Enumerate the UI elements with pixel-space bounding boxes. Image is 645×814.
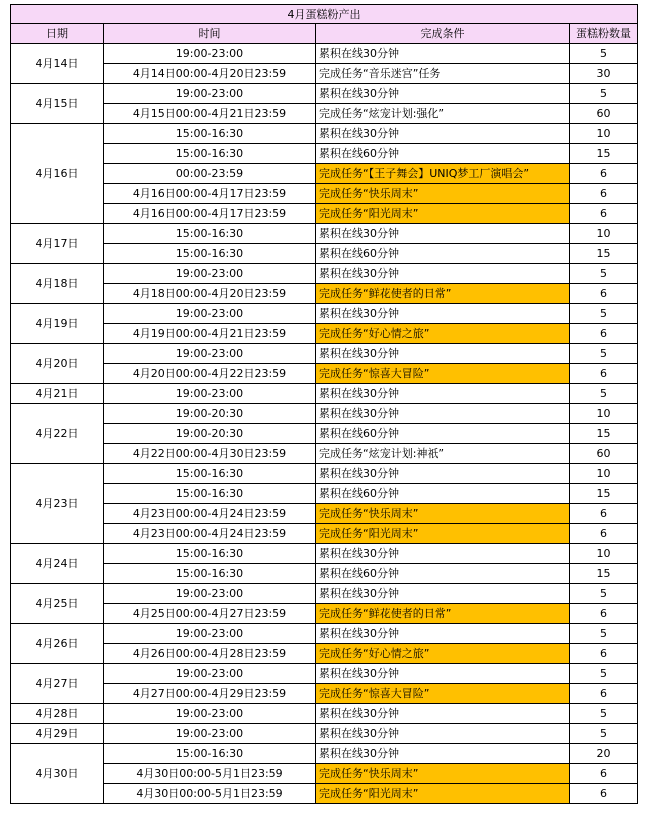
table-row <box>11 284 638 304</box>
amount-cell: 6 <box>570 284 638 304</box>
table-row <box>11 404 638 424</box>
time-cell: 4月30日00:00-5月1日23:59 <box>104 784 316 804</box>
condition-cell: 完成任务“鲜花使者的日常” <box>316 284 570 304</box>
table-row <box>11 64 638 84</box>
time-cell: 19:00-23:00 <box>104 664 316 684</box>
date-cell: 4月21日 <box>11 384 104 404</box>
amount-cell: 6 <box>570 524 638 544</box>
table-row <box>11 364 638 384</box>
condition-cell: 累积在线60分钟 <box>316 244 570 264</box>
time-cell: 4月16日00:00-4月17日23:59 <box>104 184 316 204</box>
table-row <box>11 124 638 144</box>
table-row <box>11 664 638 684</box>
table-row <box>11 644 638 664</box>
date-cell: 4月25日 <box>11 584 104 624</box>
condition-cell: 完成任务“阳光周末” <box>316 524 570 544</box>
date-cell: 4月20日 <box>11 344 104 384</box>
condition-cell: 累积在线30分钟 <box>316 344 570 364</box>
amount-cell: 5 <box>570 304 638 324</box>
time-cell: 19:00-23:00 <box>104 44 316 64</box>
condition-cell: 累积在线30分钟 <box>316 664 570 684</box>
amount-cell: 6 <box>570 644 638 664</box>
time-cell: 15:00-16:30 <box>104 144 316 164</box>
table-row <box>11 424 638 444</box>
table-row <box>11 684 638 704</box>
condition-cell: 完成任务“快乐周末” <box>316 764 570 784</box>
table-row <box>11 544 638 564</box>
time-cell: 4月30日00:00-5月1日23:59 <box>104 764 316 784</box>
amount-cell: 15 <box>570 144 638 164</box>
amount-cell: 5 <box>570 704 638 724</box>
table-row <box>11 164 638 184</box>
date-cell: 4月26日 <box>11 624 104 664</box>
header-time: 时间 <box>104 24 316 44</box>
table-row <box>11 764 638 784</box>
time-cell: 15:00-16:30 <box>104 544 316 564</box>
time-cell: 4月23日00:00-4月24日23:59 <box>104 524 316 544</box>
date-cell: 4月28日 <box>11 704 104 724</box>
condition-cell: 累积在线30分钟 <box>316 464 570 484</box>
time-cell: 15:00-16:30 <box>104 224 316 244</box>
condition-cell: 完成任务“炫宠计划:强化” <box>316 104 570 124</box>
amount-cell: 6 <box>570 164 638 184</box>
time-cell: 19:00-23:00 <box>104 264 316 284</box>
time-cell: 19:00-20:30 <box>104 404 316 424</box>
table-row <box>11 444 638 464</box>
time-cell: 4月25日00:00-4月27日23:59 <box>104 604 316 624</box>
amount-cell: 10 <box>570 544 638 564</box>
table-row <box>11 584 638 604</box>
amount-cell: 5 <box>570 624 638 644</box>
time-cell: 19:00-23:00 <box>104 344 316 364</box>
amount-cell: 10 <box>570 224 638 244</box>
condition-cell: 累积在线30分钟 <box>316 84 570 104</box>
condition-cell: 累积在线30分钟 <box>316 44 570 64</box>
time-cell: 15:00-16:30 <box>104 464 316 484</box>
table-row <box>11 224 638 244</box>
amount-cell: 6 <box>570 184 638 204</box>
table-row <box>11 624 638 644</box>
table-row <box>11 524 638 544</box>
condition-cell: 累积在线30分钟 <box>316 384 570 404</box>
condition-cell: 累积在线30分钟 <box>316 624 570 644</box>
table-row <box>11 484 638 504</box>
date-cell: 4月14日 <box>11 44 104 84</box>
table-row <box>11 744 638 764</box>
condition-cell: 累积在线30分钟 <box>316 704 570 724</box>
time-cell: 15:00-16:30 <box>104 124 316 144</box>
table-row <box>11 604 638 624</box>
condition-cell: 累积在线60分钟 <box>316 144 570 164</box>
amount-cell: 10 <box>570 464 638 484</box>
time-cell: 00:00-23:59 <box>104 164 316 184</box>
amount-cell: 10 <box>570 404 638 424</box>
time-cell: 19:00-23:00 <box>104 624 316 644</box>
condition-cell: 累积在线30分钟 <box>316 584 570 604</box>
amount-cell: 6 <box>570 604 638 624</box>
amount-cell: 5 <box>570 724 638 744</box>
table-row <box>11 204 638 224</box>
condition-cell: 累积在线30分钟 <box>316 404 570 424</box>
date-cell: 4月22日 <box>11 404 104 464</box>
time-cell: 4月20日00:00-4月22日23:59 <box>104 364 316 384</box>
condition-cell: 完成任务“炫宠计划:神祇” <box>316 444 570 464</box>
table-row <box>11 44 638 64</box>
amount-cell: 6 <box>570 764 638 784</box>
amount-cell: 20 <box>570 744 638 764</box>
time-cell: 4月19日00:00-4月21日23:59 <box>104 324 316 344</box>
table-row <box>11 324 638 344</box>
condition-cell: 完成任务“音乐迷宫”任务 <box>316 64 570 84</box>
amount-cell: 5 <box>570 264 638 284</box>
time-cell: 4月26日00:00-4月28日23:59 <box>104 644 316 664</box>
date-cell: 4月17日 <box>11 224 104 264</box>
time-cell: 19:00-23:00 <box>104 384 316 404</box>
table-body <box>11 44 638 804</box>
time-cell: 4月22日00:00-4月30日23:59 <box>104 444 316 464</box>
header-amount: 蛋糕粉数量 <box>570 24 638 44</box>
condition-cell: 完成任务“好心情之旅” <box>316 644 570 664</box>
time-cell: 4月16日00:00-4月17日23:59 <box>104 204 316 224</box>
time-cell: 4月15日00:00-4月21日23:59 <box>104 104 316 124</box>
date-cell: 4月15日 <box>11 84 104 124</box>
time-cell: 4月23日00:00-4月24日23:59 <box>104 504 316 524</box>
condition-cell: 累积在线30分钟 <box>316 264 570 284</box>
time-cell: 19:00-23:00 <box>104 304 316 324</box>
table-row <box>11 384 638 404</box>
condition-cell: 完成任务“【王子舞会】UNIQ梦工厂演唱会” <box>316 164 570 184</box>
amount-cell: 30 <box>570 64 638 84</box>
condition-cell: 累积在线30分钟 <box>316 744 570 764</box>
time-cell: 4月27日00:00-4月29日23:59 <box>104 684 316 704</box>
amount-cell: 15 <box>570 484 638 504</box>
cake-powder-table <box>10 4 638 804</box>
time-cell: 19:00-23:00 <box>104 724 316 744</box>
amount-cell: 15 <box>570 244 638 264</box>
time-cell: 15:00-16:30 <box>104 244 316 264</box>
date-cell: 4月29日 <box>11 724 104 744</box>
time-cell: 4月14日00:00-4月20日23:59 <box>104 64 316 84</box>
date-cell: 4月23日 <box>11 464 104 544</box>
condition-cell: 累积在线30分钟 <box>316 304 570 324</box>
amount-cell: 5 <box>570 344 638 364</box>
amount-cell: 5 <box>570 664 638 684</box>
amount-cell: 6 <box>570 684 638 704</box>
condition-cell: 累积在线60分钟 <box>316 424 570 444</box>
amount-cell: 6 <box>570 364 638 384</box>
condition-cell: 累积在线60分钟 <box>316 484 570 504</box>
amount-cell: 5 <box>570 44 638 64</box>
condition-cell: 完成任务“惊喜大冒险” <box>316 684 570 704</box>
header-date: 日期 <box>11 24 104 44</box>
amount-cell: 6 <box>570 204 638 224</box>
table-row <box>11 264 638 284</box>
time-cell: 19:00-20:30 <box>104 424 316 444</box>
table-row <box>11 784 638 804</box>
date-cell: 4月24日 <box>11 544 104 584</box>
table-title: 4月蛋糕粉产出 <box>11 5 638 24</box>
time-cell: 4月18日00:00-4月20日23:59 <box>104 284 316 304</box>
title-row <box>11 5 638 24</box>
time-cell: 19:00-23:00 <box>104 704 316 724</box>
condition-cell: 累积在线30分钟 <box>316 724 570 744</box>
condition-cell: 累积在线30分钟 <box>316 544 570 564</box>
table-row <box>11 504 638 524</box>
table-row <box>11 244 638 264</box>
condition-cell: 完成任务“阳光周末” <box>316 784 570 804</box>
amount-cell: 6 <box>570 784 638 804</box>
table-row <box>11 304 638 324</box>
amount-cell: 5 <box>570 584 638 604</box>
amount-cell: 6 <box>570 504 638 524</box>
condition-cell: 完成任务“鲜花使者的日常” <box>316 604 570 624</box>
amount-cell: 10 <box>570 124 638 144</box>
table-row <box>11 464 638 484</box>
table-row <box>11 564 638 584</box>
date-cell: 4月27日 <box>11 664 104 704</box>
condition-cell: 完成任务“好心情之旅” <box>316 324 570 344</box>
time-cell: 15:00-16:30 <box>104 744 316 764</box>
table-row <box>11 344 638 364</box>
amount-cell: 5 <box>570 84 638 104</box>
table-row <box>11 84 638 104</box>
condition-cell: 累积在线30分钟 <box>316 224 570 244</box>
time-cell: 15:00-16:30 <box>104 484 316 504</box>
table-wrapper <box>10 4 638 804</box>
condition-cell: 完成任务“阳光周末” <box>316 204 570 224</box>
condition-cell: 完成任务“快乐周末” <box>316 184 570 204</box>
table-row <box>11 184 638 204</box>
time-cell: 19:00-23:00 <box>104 84 316 104</box>
time-cell: 19:00-23:00 <box>104 584 316 604</box>
amount-cell: 15 <box>570 564 638 584</box>
amount-cell: 60 <box>570 104 638 124</box>
condition-cell: 完成任务“快乐周末” <box>316 504 570 524</box>
condition-cell: 完成任务“惊喜大冒险” <box>316 364 570 384</box>
table-row <box>11 104 638 124</box>
condition-cell: 累积在线60分钟 <box>316 564 570 584</box>
header-row <box>11 24 638 44</box>
amount-cell: 60 <box>570 444 638 464</box>
table-row <box>11 704 638 724</box>
header-condition: 完成条件 <box>316 24 570 44</box>
table-row <box>11 724 638 744</box>
date-cell: 4月19日 <box>11 304 104 344</box>
date-cell: 4月18日 <box>11 264 104 304</box>
amount-cell: 6 <box>570 324 638 344</box>
time-cell: 15:00-16:30 <box>104 564 316 584</box>
table-row <box>11 144 638 164</box>
amount-cell: 5 <box>570 384 638 404</box>
condition-cell: 累积在线30分钟 <box>316 124 570 144</box>
date-cell: 4月16日 <box>11 124 104 224</box>
amount-cell: 15 <box>570 424 638 444</box>
date-cell: 4月30日 <box>11 744 104 804</box>
